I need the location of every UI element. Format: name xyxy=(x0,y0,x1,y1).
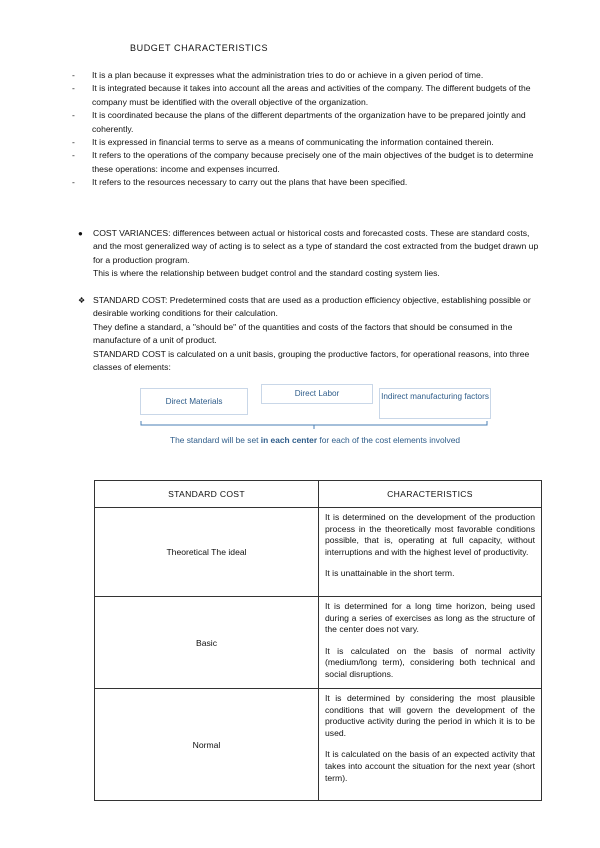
standard-cost-table xyxy=(94,480,542,801)
row-description: It is determined by considering the most plausible conditions that will govern the development of the productive activity during the period in which it is to be used. It is calculated on the basis of an expected activity that takes into account the situation for the next year (short term). xyxy=(319,689,542,801)
table-row xyxy=(95,508,542,597)
row-name: Theoretical The ideal xyxy=(95,508,319,597)
cost-elements-diagram xyxy=(140,388,490,454)
list-item: - It is expressed in financial terms to serve as a means of communicating the information contained therein. xyxy=(72,136,542,149)
row-name: Normal xyxy=(95,689,319,801)
table-header-row xyxy=(95,481,542,508)
direct-materials-box: Direct Materials xyxy=(140,388,248,415)
list-item: - It is coordinated because the plans of the different departments of the organization have to be prepared jointly and coherently. xyxy=(72,109,542,136)
list-item: - It is a plan because it expresses what the administration tries to do or achieve in a given period of time. xyxy=(72,69,542,82)
row-description: It is determined for a long time horizon, being used during a series of exercises as long as the structure of the center does not vary. It is calculated on the basis of normal activity (medium/long term), considering both technical and social disruptions. xyxy=(319,597,542,689)
bullet-icon: ● xyxy=(78,229,83,238)
table-row xyxy=(95,689,542,801)
header-characteristics: CHARACTERISTICS xyxy=(319,481,542,508)
row-name: Basic xyxy=(95,597,319,689)
standard-cost-calculation: STANDARD COST is calculated on a unit basis, grouping the productive factors, for operational reasons, into three classes of elements: xyxy=(93,348,530,373)
list-item: - It refers to the resources necessary to carry out the plans that have been specified. xyxy=(72,176,542,189)
list-item: - It is integrated because it takes into account all the areas and activities of the company. The different budgets of the company must be identified with the overall objective of the organization. xyxy=(72,82,542,109)
page-title: BUDGET CHARACTERISTICS xyxy=(130,43,269,53)
cost-variances-paragraph: COST VARIANCES: differences between actual or historical costs and forecasted costs. These are standard costs, and the most generalized way of acting is to select as a type of standard the cost extracted from the budget drawn up for a production program. xyxy=(93,228,539,265)
cost-variances-section xyxy=(78,227,542,281)
relationship-paragraph: This is where the relationship between budget control and the standard costing system lies. xyxy=(93,268,440,279)
standard-cost-section xyxy=(78,294,542,374)
row-description: It is determined on the development of the production process in the theoretically most favorable conditions possible, that is, operating at full capacity, without interruptions and with the highest level of productivity. It is unattainable in the short term. xyxy=(319,508,542,597)
header-standard-cost: STANDARD COST xyxy=(95,481,319,508)
table-row xyxy=(95,597,542,689)
standard-cost-standard: They define a standard, a "should be" of the quantities and costs of the factors that should be consumed in the manufacture of a unit of product. xyxy=(93,321,513,346)
diagram-caption: The standard will be set in each center for each of the cost elements involved xyxy=(169,435,461,445)
indirect-factors-box: Indirect manufacturing factors xyxy=(379,388,491,419)
direct-labor-box: Direct Labor xyxy=(261,384,373,404)
brace-icon xyxy=(140,421,488,429)
list-item: - It refers to the operations of the company because precisely one of the main objectives of the budget is to determine these operations: income and expenses incurred. xyxy=(72,149,542,176)
characteristics-list xyxy=(72,69,542,190)
standard-cost-definition: STANDARD COST: Predetermined costs that are used as a production efficiency objective, establishing possible or desirable working conditions for their calculation. xyxy=(93,295,531,319)
diamond-bullet-icon: ❖ xyxy=(78,296,86,305)
